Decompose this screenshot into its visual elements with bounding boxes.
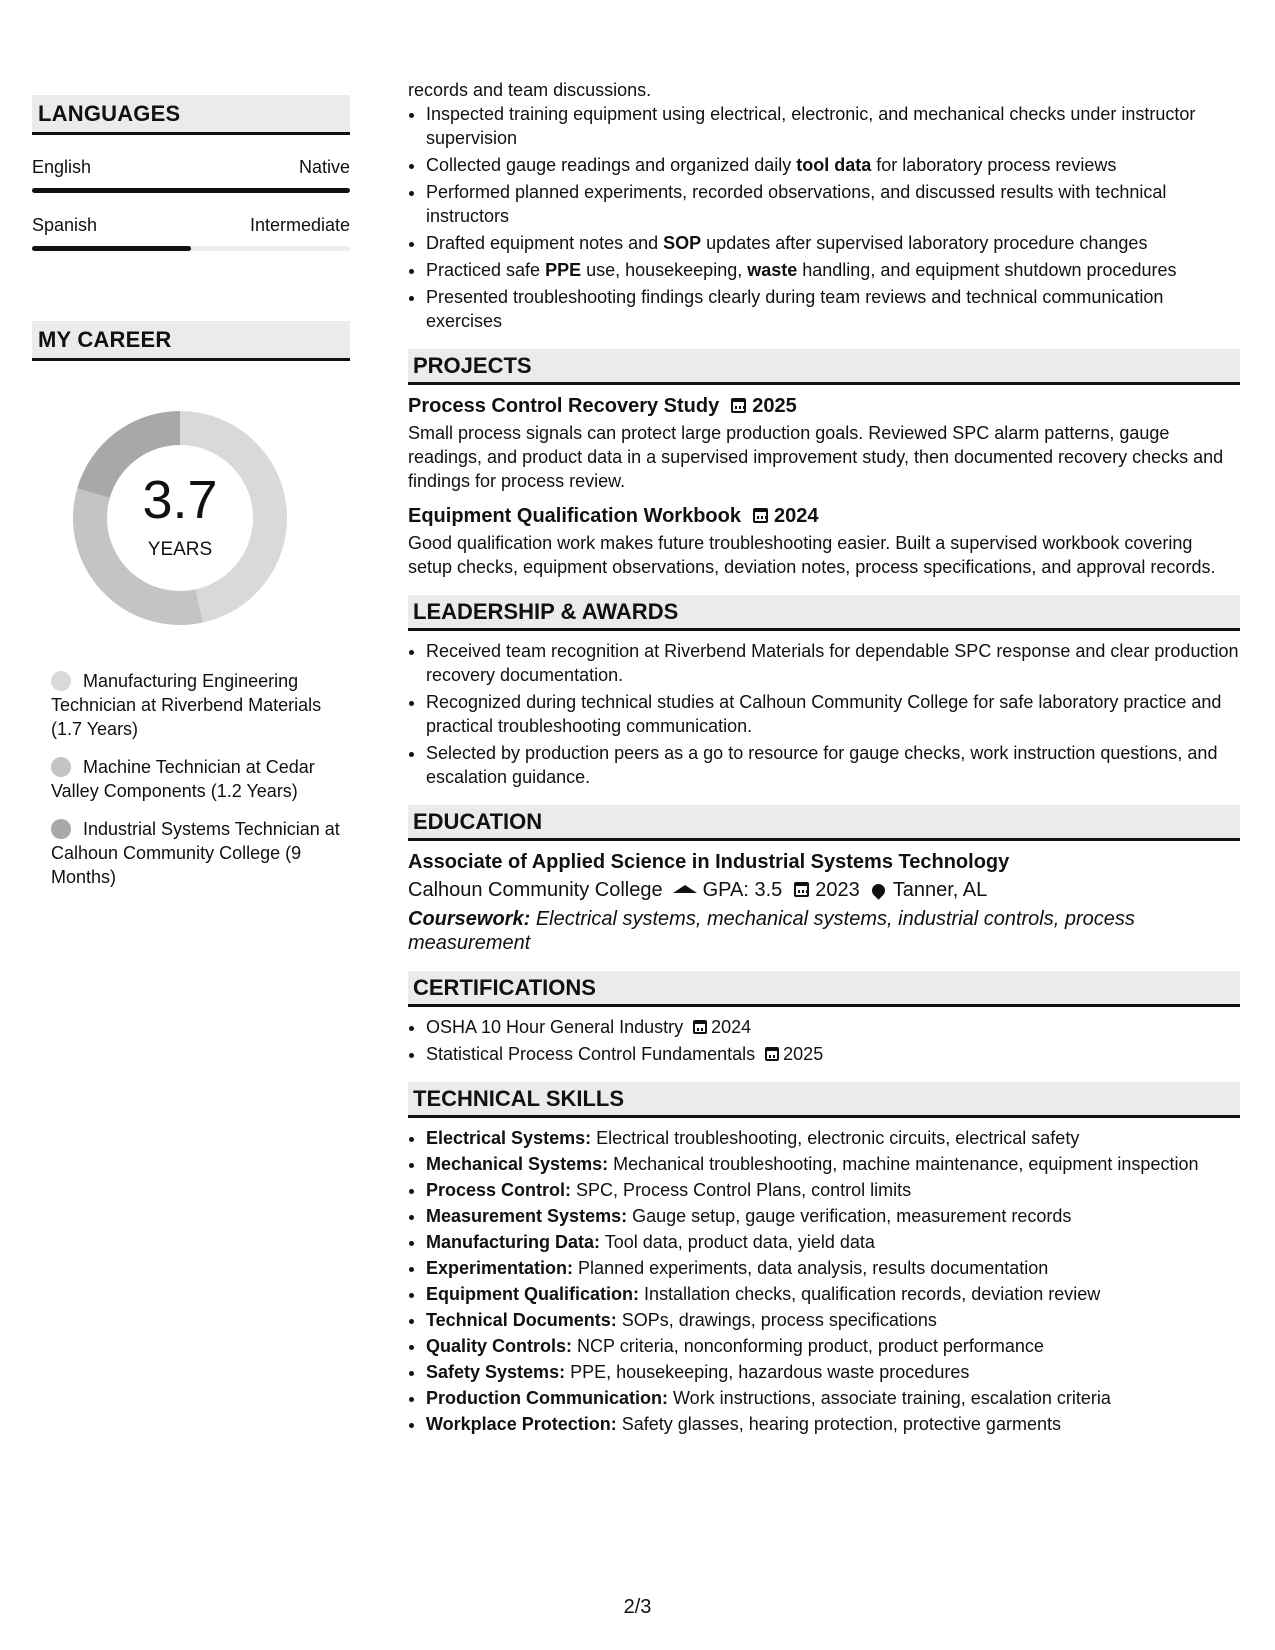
language-spanish: [32, 215, 350, 251]
experience-text: updates after supervised laboratory procedure changes: [701, 233, 1148, 253]
experience-bullets: [408, 102, 1240, 333]
certification-name: OSHA 10 Hour General Industry: [426, 1017, 684, 1037]
project-description: Small process signals can protect large production goals. Reviewed SPC alarm patterns, gauge readings, and product data in a supervised improvement study, then documented recovery checks and findings for process review.: [408, 423, 1224, 491]
legend-dot: [51, 819, 71, 839]
skill-value: Mechanical troubleshooting, machine maintenance, equipment inspection: [613, 1154, 1199, 1174]
language-name: English: [32, 157, 92, 177]
calendar-icon: [765, 1047, 779, 1061]
language-level-fill: [32, 188, 350, 193]
experience-text: handling, and equipment shutdown procedures: [797, 260, 1177, 280]
skill-label: Experimentation:: [426, 1258, 574, 1278]
skill-item: [426, 1230, 1240, 1254]
calendar-icon: [794, 882, 809, 897]
experience-keyword: PPE: [545, 260, 582, 280]
project-item: [408, 393, 1240, 493]
leadership-item: • Recognized during technical studies at Calhoun Community College for safe laboratory practice and practical troubleshooting communication.: [426, 690, 1240, 738]
skill-label: Technical Documents:: [426, 1310, 617, 1330]
skill-label: Mechanical Systems:: [426, 1154, 609, 1174]
project-name: Process Control Recovery Study: [408, 395, 720, 417]
education-gpa: GPA: 3.5: [702, 879, 783, 901]
experience-text: Collected gauge readings and organized daily: [426, 155, 797, 175]
skill-value: Gauge setup, gauge verification, measurement records: [632, 1206, 1072, 1226]
skill-value: Electrical troubleshooting, electronic circuits, electrical safety: [596, 1128, 1080, 1148]
languages-heading: LANGUAGES: [32, 95, 350, 135]
skill-item: [426, 1334, 1240, 1358]
language-level-bar: [32, 188, 350, 193]
education-year: 2023: [815, 879, 860, 901]
skill-value: SPC, Process Control Plans, control limits: [576, 1180, 912, 1200]
career-legend-text: Industrial Systems Technician at Calhoun Community College (9 Months): [51, 819, 340, 887]
career-total-years: 3.7: [142, 470, 218, 530]
career-legend-item: [51, 817, 350, 889]
certifications-heading: CERTIFICATIONS: [408, 971, 1240, 1007]
skill-label: Process Control:: [426, 1180, 572, 1200]
language-level-fill: [32, 246, 191, 251]
experience-keyword: SOP: [663, 233, 702, 253]
project-item: [408, 503, 1240, 579]
leadership-heading: LEADERSHIP & AWARDS: [408, 595, 1240, 631]
leadership-item: • Selected by production peers as a go to resource for gauge checks, work instruction questions, and escalation guidance.: [426, 741, 1240, 789]
skill-label: Manufacturing Data:: [426, 1232, 601, 1252]
skill-item: [426, 1178, 1240, 1202]
skill-label: Electrical Systems:: [426, 1128, 592, 1148]
education-details: [408, 875, 1240, 905]
skills-list: [408, 1126, 1240, 1436]
skill-item: [426, 1204, 1240, 1228]
coursework-text: Electrical systems, mechanical systems, industrial controls, process measurement: [408, 908, 1135, 954]
skill-value: Installation checks, qualification records, deviation review: [644, 1284, 1101, 1304]
calendar-icon: [731, 398, 746, 413]
experience-bullet: [426, 153, 1240, 177]
left-column: [32, 95, 350, 903]
experience-text: Performed planned experiments, recorded observations, and discussed results with technical instructors: [426, 182, 1167, 226]
language-level: Intermediate: [249, 215, 350, 235]
location-pin-icon: [869, 881, 887, 899]
skills-heading: TECHNICAL SKILLS: [408, 1082, 1240, 1118]
experience-keyword: waste: [747, 260, 798, 280]
skill-label: Safety Systems:: [426, 1362, 566, 1382]
experience-text: Drafted equipment notes and: [426, 233, 664, 253]
skill-label: Production Communication:: [426, 1388, 668, 1408]
career-heading: MY CAREER: [32, 321, 350, 361]
legend-dot: [51, 757, 71, 777]
experience-text: for laboratory process reviews: [871, 155, 1117, 175]
skill-value: NCP criteria, nonconforming product, product performance: [577, 1336, 1044, 1356]
skill-label: Workplace Protection:: [426, 1414, 617, 1434]
certification-item: [426, 1015, 1240, 1039]
education-degree: Associate of Applied Science in Industrial Systems Technology: [408, 851, 1010, 873]
skill-label: Quality Controls:: [426, 1336, 573, 1356]
coursework-label: Coursework:: [408, 908, 531, 930]
career-total-unit: YEARS: [147, 539, 213, 560]
career-legend-item: [51, 755, 350, 803]
experience-text: Inspected training equipment using electrical, electronic, and mechanical checks under instructor supervision: [426, 104, 1196, 148]
skill-value: PPE, housekeeping, hazardous waste procedures: [570, 1362, 970, 1382]
career-legend-item: [51, 669, 350, 741]
right-column: [408, 78, 1240, 1438]
skill-item: [426, 1282, 1240, 1306]
skill-value: SOPs, drawings, process specifications: [621, 1310, 937, 1330]
skill-value: Work instructions, associate training, escalation criteria: [673, 1388, 1111, 1408]
certification-name: Statistical Process Control Fundamentals: [426, 1044, 756, 1064]
experience-bullet: [426, 231, 1240, 255]
skill-item: [426, 1256, 1240, 1280]
graduation-cap-icon: [673, 885, 697, 893]
skill-item: [426, 1386, 1240, 1410]
certifications-list: [408, 1015, 1240, 1066]
language-level-bar: [32, 246, 350, 251]
skill-value: Tool data, product data, yield data: [604, 1232, 875, 1252]
experience-text: Presented troubleshooting findings clearly during team reviews and technical communication exercises: [426, 287, 1164, 331]
skill-item: [426, 1360, 1240, 1384]
certification-year: 2025: [783, 1044, 824, 1064]
skill-item: [426, 1308, 1240, 1332]
leadership-item: • Received team recognition at Riverbend Materials for dependable SPC response and clear production recovery documentation.: [426, 639, 1240, 687]
education-heading: EDUCATION: [408, 805, 1240, 841]
skill-label: Measurement Systems:: [426, 1206, 628, 1226]
experience-keyword: tool data: [796, 155, 872, 175]
calendar-icon: [693, 1020, 707, 1034]
career-legend-text: Machine Technician at Cedar Valley Components (1.2 Years): [51, 757, 315, 801]
project-description: Good qualification work makes future troubleshooting easier. Built a supervised workbook covering setup checks, equipment observations, deviation notes, process specifications, and approval records.: [408, 533, 1216, 577]
projects-heading: PROJECTS: [408, 349, 1240, 385]
language-name: Spanish: [32, 215, 98, 235]
skill-value: Planned experiments, data analysis, results documentation: [578, 1258, 1049, 1278]
experience-bullet: [426, 285, 1240, 333]
calendar-icon: [753, 508, 768, 523]
education-coursework: [408, 907, 1240, 955]
leadership-list: [408, 639, 1240, 789]
skill-item: [426, 1126, 1240, 1150]
skill-item: [426, 1152, 1240, 1176]
experience-bullet: [426, 258, 1240, 282]
skill-item: [426, 1412, 1240, 1436]
experience-text: Practiced safe: [426, 260, 546, 280]
language-level: Native: [298, 157, 350, 177]
certification-year: 2024: [711, 1017, 752, 1037]
career-donut-chart: [65, 403, 295, 633]
skill-value: Safety glasses, hearing protection, protective garments: [621, 1414, 1061, 1434]
experience-bullet: [426, 102, 1240, 150]
experience-lead-in: records and team discussions.: [408, 80, 652, 100]
language-english: [32, 157, 350, 193]
legend-dot: [51, 671, 71, 691]
project-name: Equipment Qualification Workbook: [408, 505, 741, 527]
education-school: Calhoun Community College: [408, 879, 663, 901]
page-number: 2/3: [623, 1596, 652, 1618]
experience-bullet: [426, 180, 1240, 228]
experience-text: use, housekeeping,: [581, 260, 748, 280]
education-location: Tanner, AL: [892, 879, 988, 901]
certification-item: [426, 1042, 1240, 1066]
skill-label: Equipment Qualification:: [426, 1284, 640, 1304]
career-legend: [32, 669, 350, 889]
career-legend-text: Manufacturing Engineering Technician at Riverbend Materials (1.7 Years): [51, 671, 322, 739]
project-year: 2024: [773, 505, 819, 527]
project-year: 2025: [752, 395, 797, 417]
